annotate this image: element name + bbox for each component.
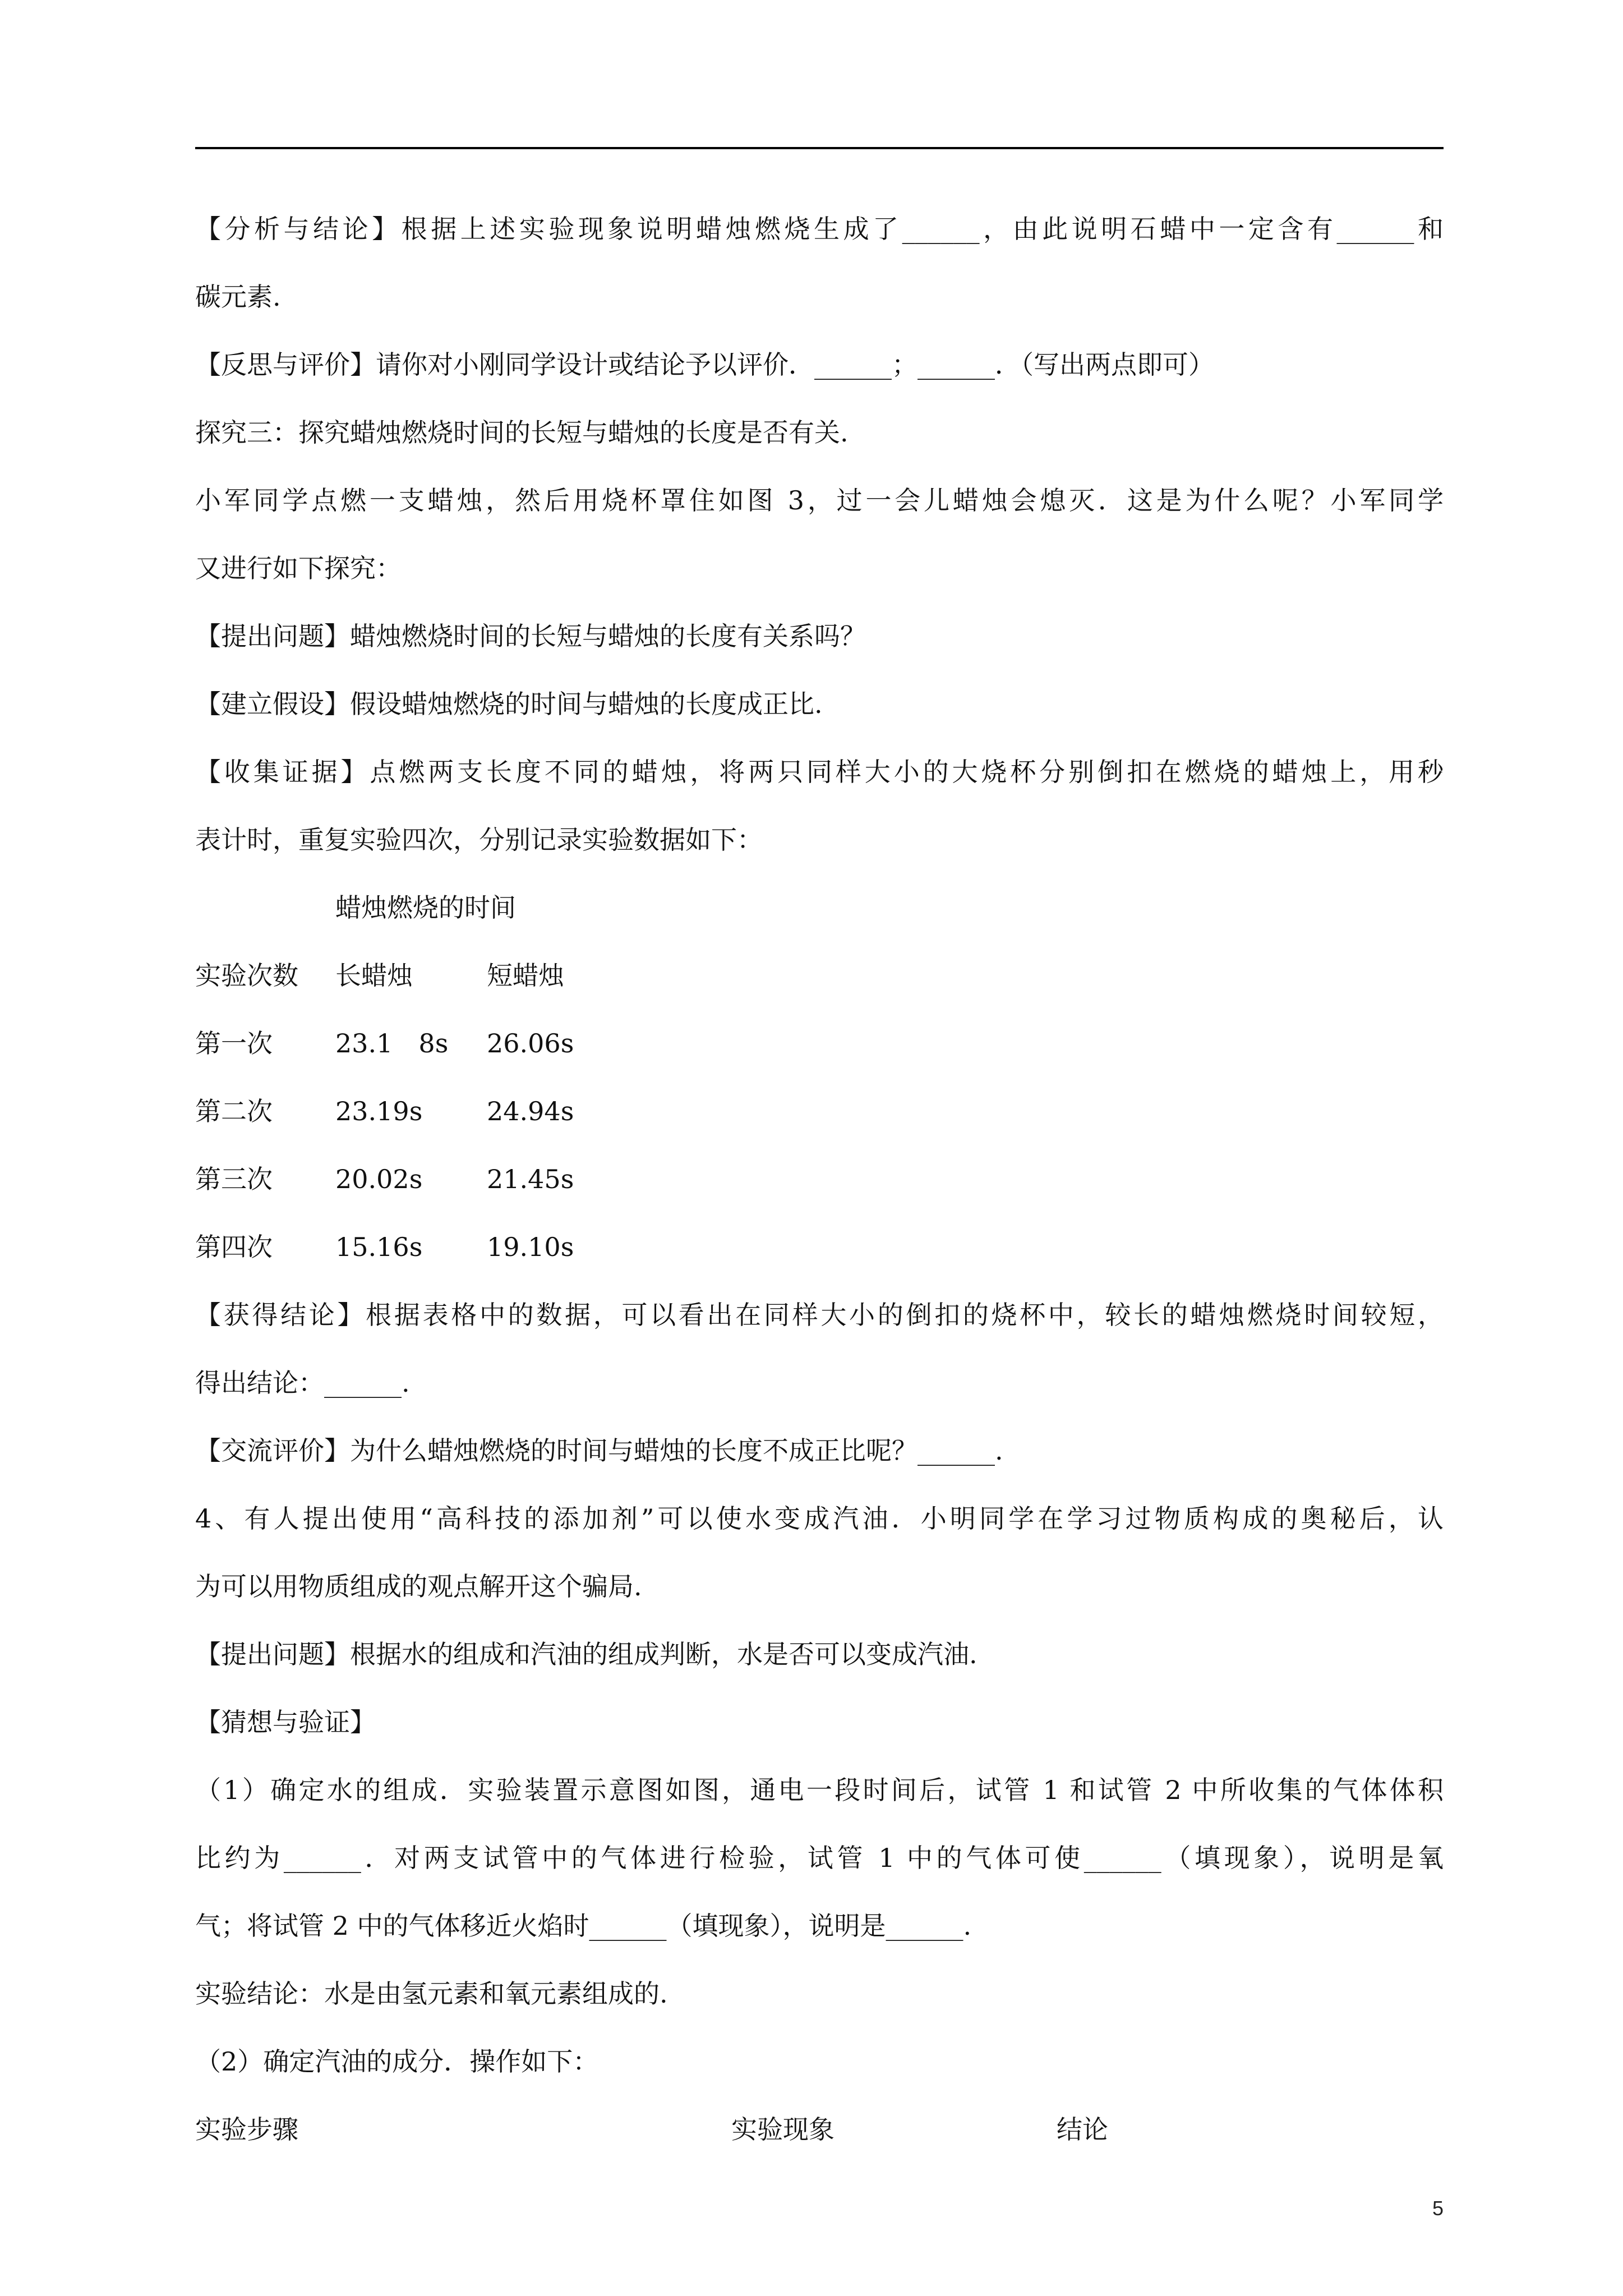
paragraph-water-composition bbox=[195, 1756, 1444, 1960]
paragraph-hypothesis bbox=[195, 670, 1444, 738]
table-cell: 24.94s bbox=[487, 1096, 574, 1126]
text-line: 实验结论：水是由氢元素和氧元素组成的. bbox=[195, 1978, 668, 2009]
paragraph-analysis-conclusion bbox=[195, 195, 1444, 331]
paragraph-obtained-conclusion bbox=[195, 1281, 1444, 1417]
paragraph-question-four bbox=[195, 1485, 1444, 1621]
steps-header-cell: 结论 bbox=[1057, 2114, 1108, 2145]
text-line: 小军同学点燃一支蜡烛，然后用烧杯罩住如图 3，过一会儿蜡烛会熄灭．这是为什么呢？小军同学 bbox=[195, 485, 1444, 516]
page-number: 5 bbox=[1432, 2197, 1444, 2220]
table-cell: 26.06s bbox=[487, 1028, 574, 1059]
table-cell: 19.10s bbox=[487, 1232, 574, 1262]
table-cell: 23.19s bbox=[335, 1096, 423, 1126]
text-line: 【分析与结论】根据上述实验现象说明蜡烛燃烧生成了______，由此说明石蜡中一定含有______和 bbox=[195, 214, 1444, 244]
header-rule bbox=[195, 147, 1444, 149]
paragraph-inquiry-three bbox=[195, 399, 1444, 467]
paragraph-experiment-conclusion bbox=[195, 1960, 1444, 2028]
text-line: 表计时，重复实验四次，分别记录实验数据如下： bbox=[195, 825, 763, 855]
data-table bbox=[195, 874, 1444, 1281]
text-line: （2）确定汽油的成分．操作如下： bbox=[195, 2046, 599, 2077]
text-line: 得出结论：______. bbox=[195, 1368, 410, 1398]
text-line: 碳元素. bbox=[195, 282, 281, 312]
text-line: 气；将试管 2 中的气体移近火焰时______（填现象），说明是______. bbox=[195, 1911, 972, 1941]
text-line: 【获得结论】根据表格中的数据，可以看出在同样大小的倒扣的烧杯中，较长的蜡烛燃烧时间较短， bbox=[195, 1300, 1444, 1330]
table-row bbox=[195, 1078, 1444, 1145]
text-line: 4、有人提出使用“高科技的添加剂”可以使水变成汽油．小明同学在学习过物质构成的奥秘后，认 bbox=[195, 1503, 1444, 1534]
paragraph-guess-verify bbox=[195, 1688, 1444, 1756]
table-header-cell: 长蜡烛 bbox=[335, 960, 413, 991]
table-cell: 15.16s bbox=[335, 1232, 423, 1262]
table-header-row bbox=[195, 942, 1444, 1010]
paragraph-evidence bbox=[195, 738, 1444, 874]
paragraph-reflection bbox=[195, 331, 1444, 399]
text-line: 【收集证据】点燃两支长度不同的蜡烛，将两只同样大小的大烧杯分别倒扣在燃烧的蜡烛上，用秒 bbox=[195, 757, 1444, 787]
table-cell: 第一次 bbox=[195, 1028, 273, 1059]
paragraph-xiaojun-intro bbox=[195, 467, 1444, 602]
paragraph-question bbox=[195, 602, 1444, 670]
table-row bbox=[195, 1010, 1444, 1078]
paragraph-raise-question bbox=[195, 1621, 1444, 1688]
steps-header-cell: 实验步骤 bbox=[195, 2114, 298, 2145]
text-line: 又进行如下探究： bbox=[195, 553, 402, 583]
table-header-cell: 实验次数 bbox=[195, 960, 298, 991]
table-header-cell: 短蜡烛 bbox=[487, 960, 564, 991]
steps-header-cell: 实验现象 bbox=[731, 2114, 834, 2145]
table-cell: 20.02s bbox=[335, 1164, 423, 1194]
text-line: 为可以用物质组成的观点解开这个骗局. bbox=[195, 1571, 642, 1602]
text-line: 【提出问题】蜡烛燃烧时间的长短与蜡烛的长度有关系吗？ bbox=[195, 621, 866, 651]
text-line: 探究三：探究蜡烛燃烧时间的长短与蜡烛的长度是否有关. bbox=[195, 417, 849, 448]
page-content bbox=[195, 195, 1444, 2164]
paragraph-gasoline-composition bbox=[195, 2028, 1444, 2096]
text-line: 【反思与评价】请你对小刚同学设计或结论予以评价．______；______．（写出两点即可） bbox=[195, 349, 1214, 380]
text-line: 比约为______．对两支试管中的气体进行检验，试管 1 中的气体可使______（填现象），说明是氧 bbox=[195, 1843, 1444, 1873]
text-line: 【交流评价】为什么蜡烛燃烧的时间与蜡烛的长度不成正比呢？______. bbox=[195, 1435, 1003, 1466]
paragraph-exchange-evaluation bbox=[195, 1417, 1444, 1485]
table-cell: 第二次 bbox=[195, 1096, 273, 1126]
text-line: 【提出问题】根据水的组成和汽油的组成判断，水是否可以变成汽油. bbox=[195, 1639, 978, 1669]
table-row bbox=[195, 1145, 1444, 1213]
text-line: （1）确定水的组成．实验装置示意图如图，通电一段时间后，试管 1 和试管 2 中所收集的气体体积 bbox=[195, 1775, 1444, 1805]
steps-header-row bbox=[195, 2096, 1444, 2164]
table-cell: 第三次 bbox=[195, 1164, 273, 1194]
table-cell: 23.1 8s bbox=[335, 1028, 449, 1059]
table-row bbox=[195, 1213, 1444, 1281]
text-line: 【猜想与验证】 bbox=[195, 1707, 376, 1737]
table-caption: 蜡烛燃烧的时间 bbox=[335, 892, 516, 923]
text-line: 【建立假设】假设蜡烛燃烧的时间与蜡烛的长度成正比. bbox=[195, 689, 823, 719]
table-cell: 21.45s bbox=[487, 1164, 574, 1194]
table-cell: 第四次 bbox=[195, 1232, 273, 1262]
